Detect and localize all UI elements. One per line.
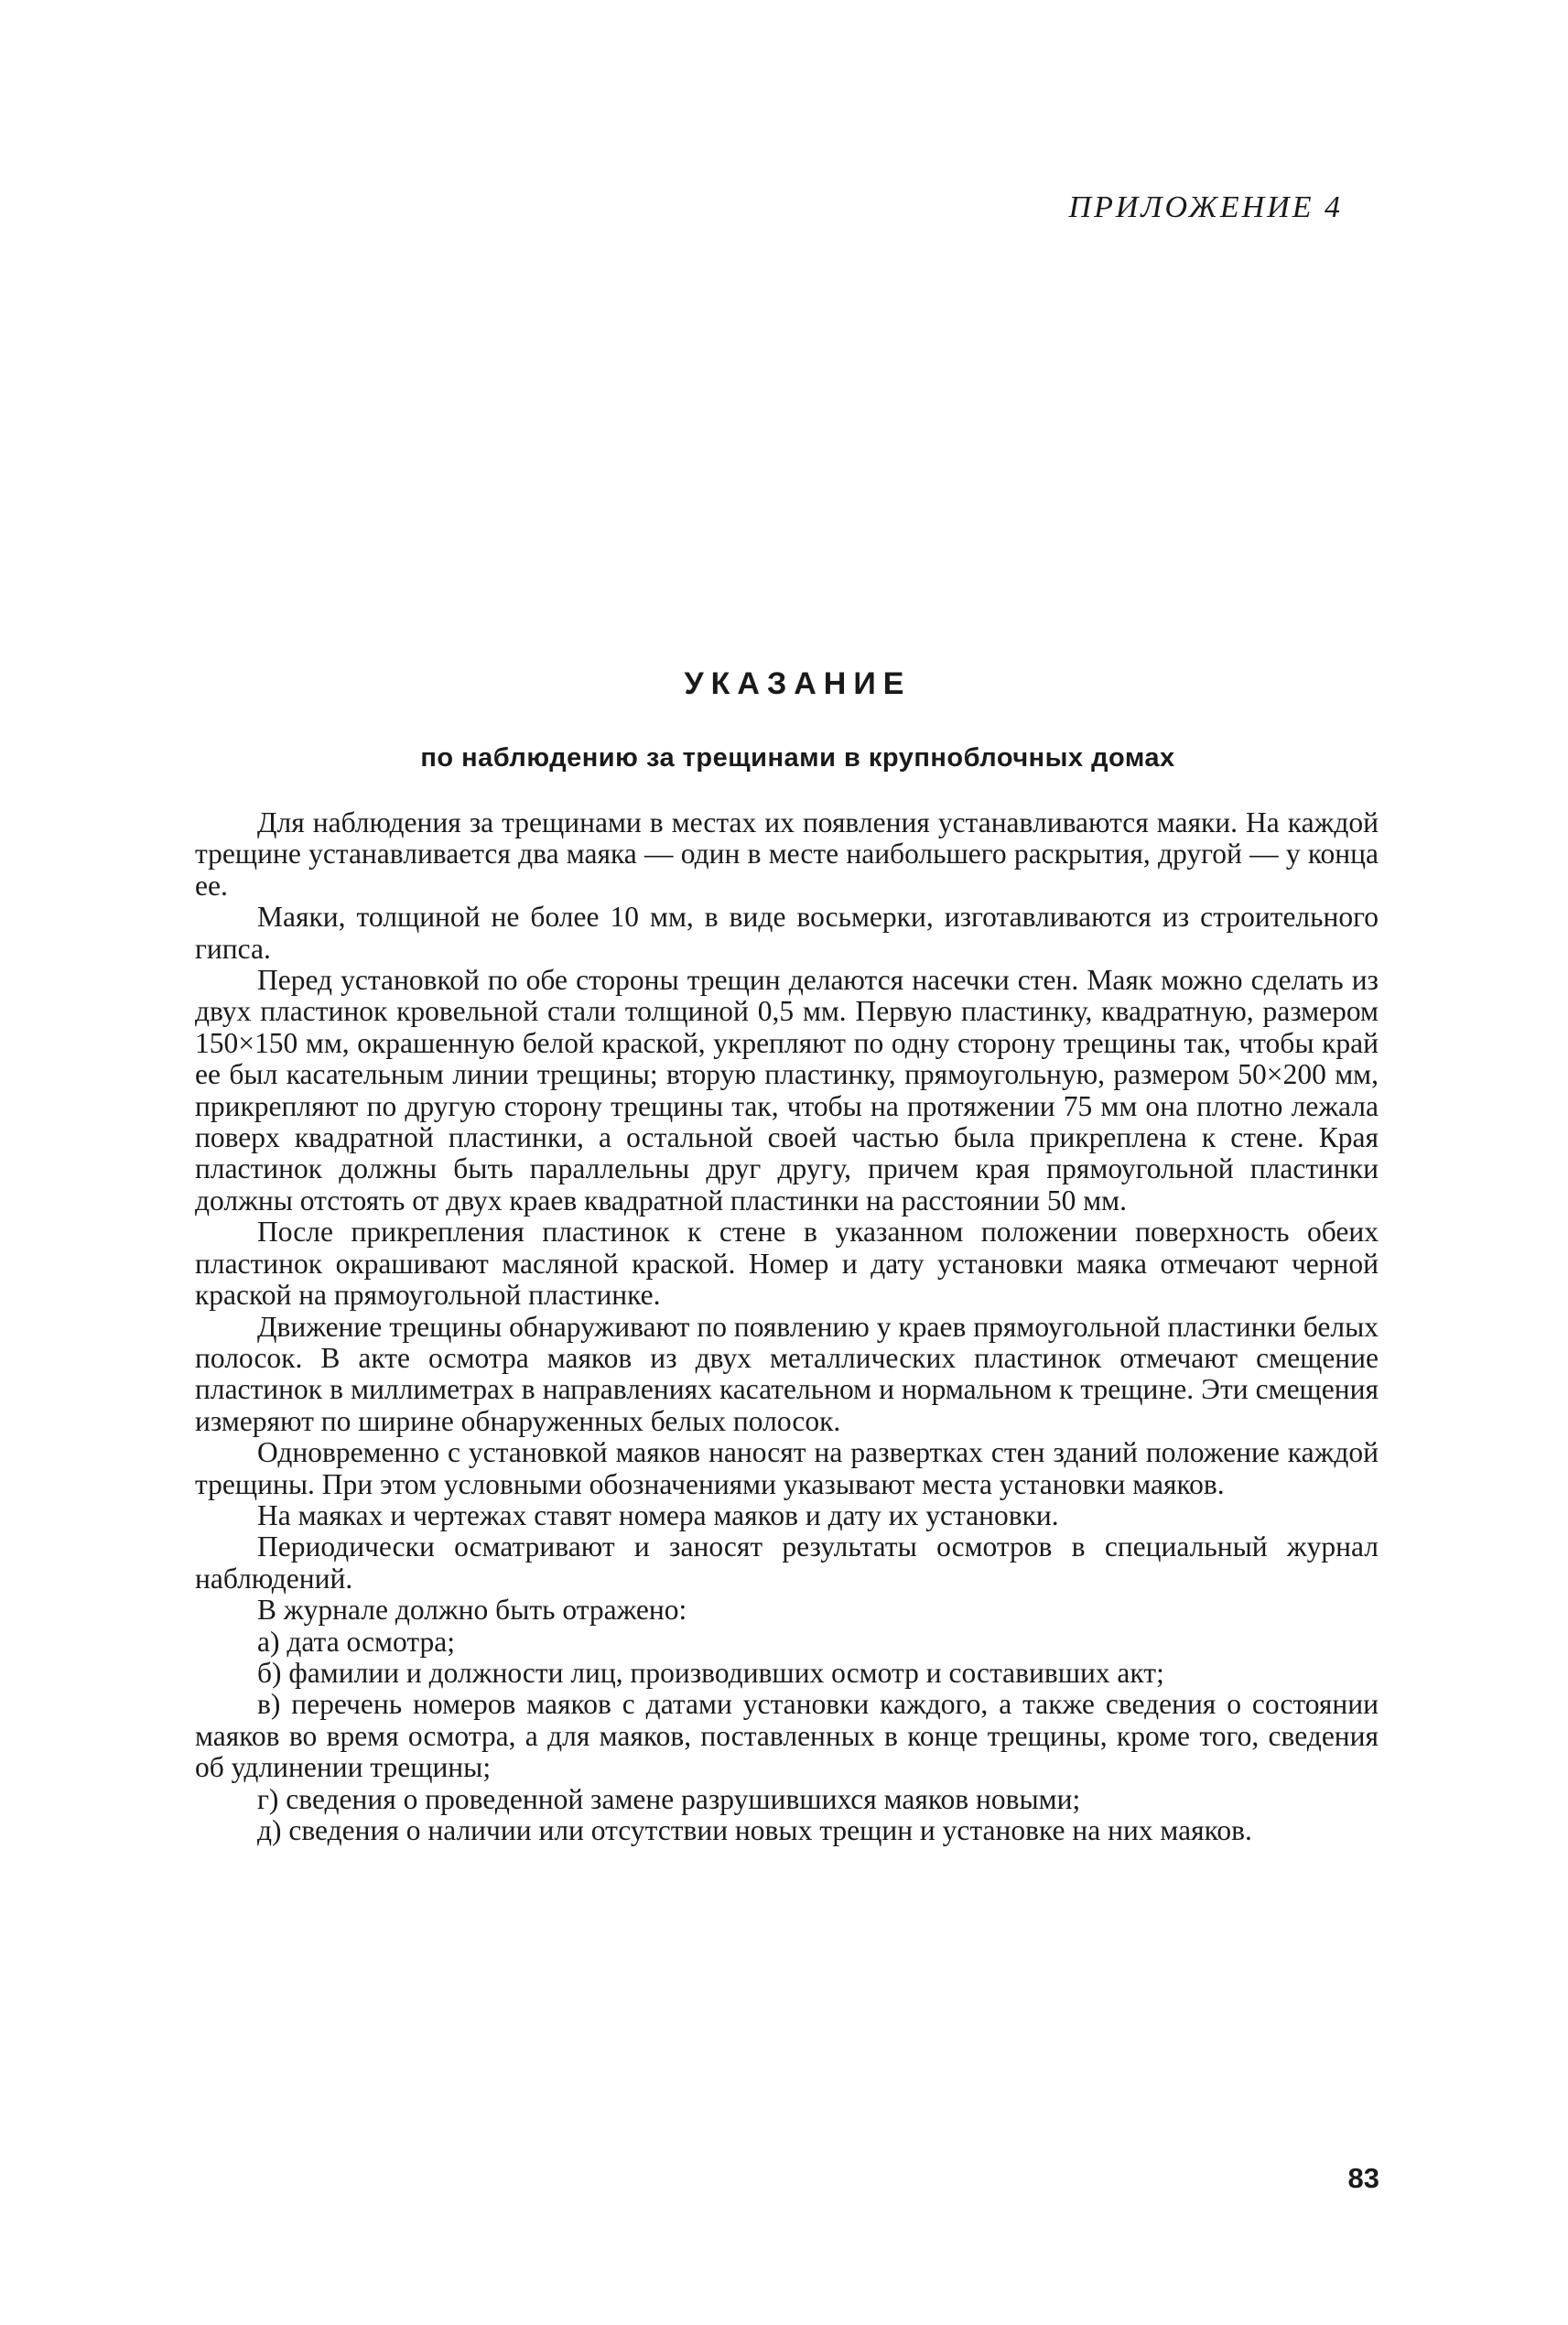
paragraph: Одновременно с установкой маяков наносят на развертках стен зданий положение каждой трещины. При этом условными обозначениями указывают места установки маяков. bbox=[195, 1436, 1379, 1500]
list-item: а) дата осмотра; bbox=[257, 1625, 455, 1658]
paragraph: На маяках и чертежах ставят номера маяков и дату их установки. bbox=[257, 1498, 1059, 1531]
paragraph: Перед установкой по обе стороны трещин делаются насечки стен. Маяк можно сделать из двух пластинок кровельной стали толщиной 0,5 мм. Первую пластинку, квадратную, размером 150×150 мм, окрашенную белой краской, укрепляют по одну сторону трещины так, чтобы край ее был касательным линии трещины; вторую пластинку, прямоугольную, размером 50×200 мм, прикрепляют по другую сторону трещины так, чтобы на протяжении 75 мм она плотно лежала поверх квадратной пластинки, а остальной своей частью была прикреплена к стене. Края пластинок должны быть параллельны друг другу, причем края прямоугольной пластинки должны отстоять от двух краев квадратной пластинки на расстоянии 50 мм. bbox=[195, 964, 1379, 1217]
list-item: г) сведения о проведенной замене разрушившихся маяков новыми; bbox=[257, 1782, 1081, 1815]
document-subtitle: по наблюдению за трещинами в крупноблочных домах bbox=[420, 743, 1175, 773]
list-item: в) перечень номеров маяков с датами установки каждого, а также сведения о состоянии маяков во время осмотра, а для маяков, поставленных в конце трещины, кроме того, сведения об удлинении трещины; bbox=[195, 1688, 1379, 1784]
paragraph: После прикрепления пластинок к стене в указанном положении поверхность обеих пластинок окрашивают масляной краской. Номер и дату установки маяка отмечают черной краской на прямоугольной пластинке. bbox=[195, 1216, 1379, 1312]
document-title: УКАЗАНИЕ bbox=[684, 666, 912, 701]
page-number: 83 bbox=[1347, 2162, 1379, 2194]
list-item: д) сведения о наличии или отсутствии новых трещин и установке на них маяков. bbox=[257, 1814, 1252, 1846]
paragraph: Движение трещины обнаруживают по появлению у краев прямоугольной пластинки белых полосок. В акте осмотра маяков из двух металлических пластинок отмечают смещение пластинок в миллиметрах в направлениях касательном и нормальном к трещине. Эти смещения измеряют по ширине обнаруженных белых полосок. bbox=[195, 1310, 1379, 1437]
list-item: б) фамилии и должности лиц, производивших осмотр и составивших акт; bbox=[257, 1656, 1164, 1689]
paragraph: Маяки, толщиной не более 10 мм, в виде восьмерки, изготавливаются из строительного гипса. bbox=[195, 901, 1379, 965]
appendix-label: ПРИЛОЖЕНИЕ 4 bbox=[1068, 190, 1343, 224]
paragraph: В журнале должно быть отражено: bbox=[257, 1594, 687, 1627]
paragraph: Для наблюдения за трещинами в местах их появления устанавливаются маяки. На каждой трещине устанавливается два маяка — один в месте наибольшего раскрытия, другой — у конца ее. bbox=[195, 806, 1379, 902]
body-text bbox=[195, 807, 1379, 1846]
paragraph: Периодически осматривают и заносят результаты осмотров в специальный журнал наблюдений. bbox=[195, 1530, 1379, 1595]
